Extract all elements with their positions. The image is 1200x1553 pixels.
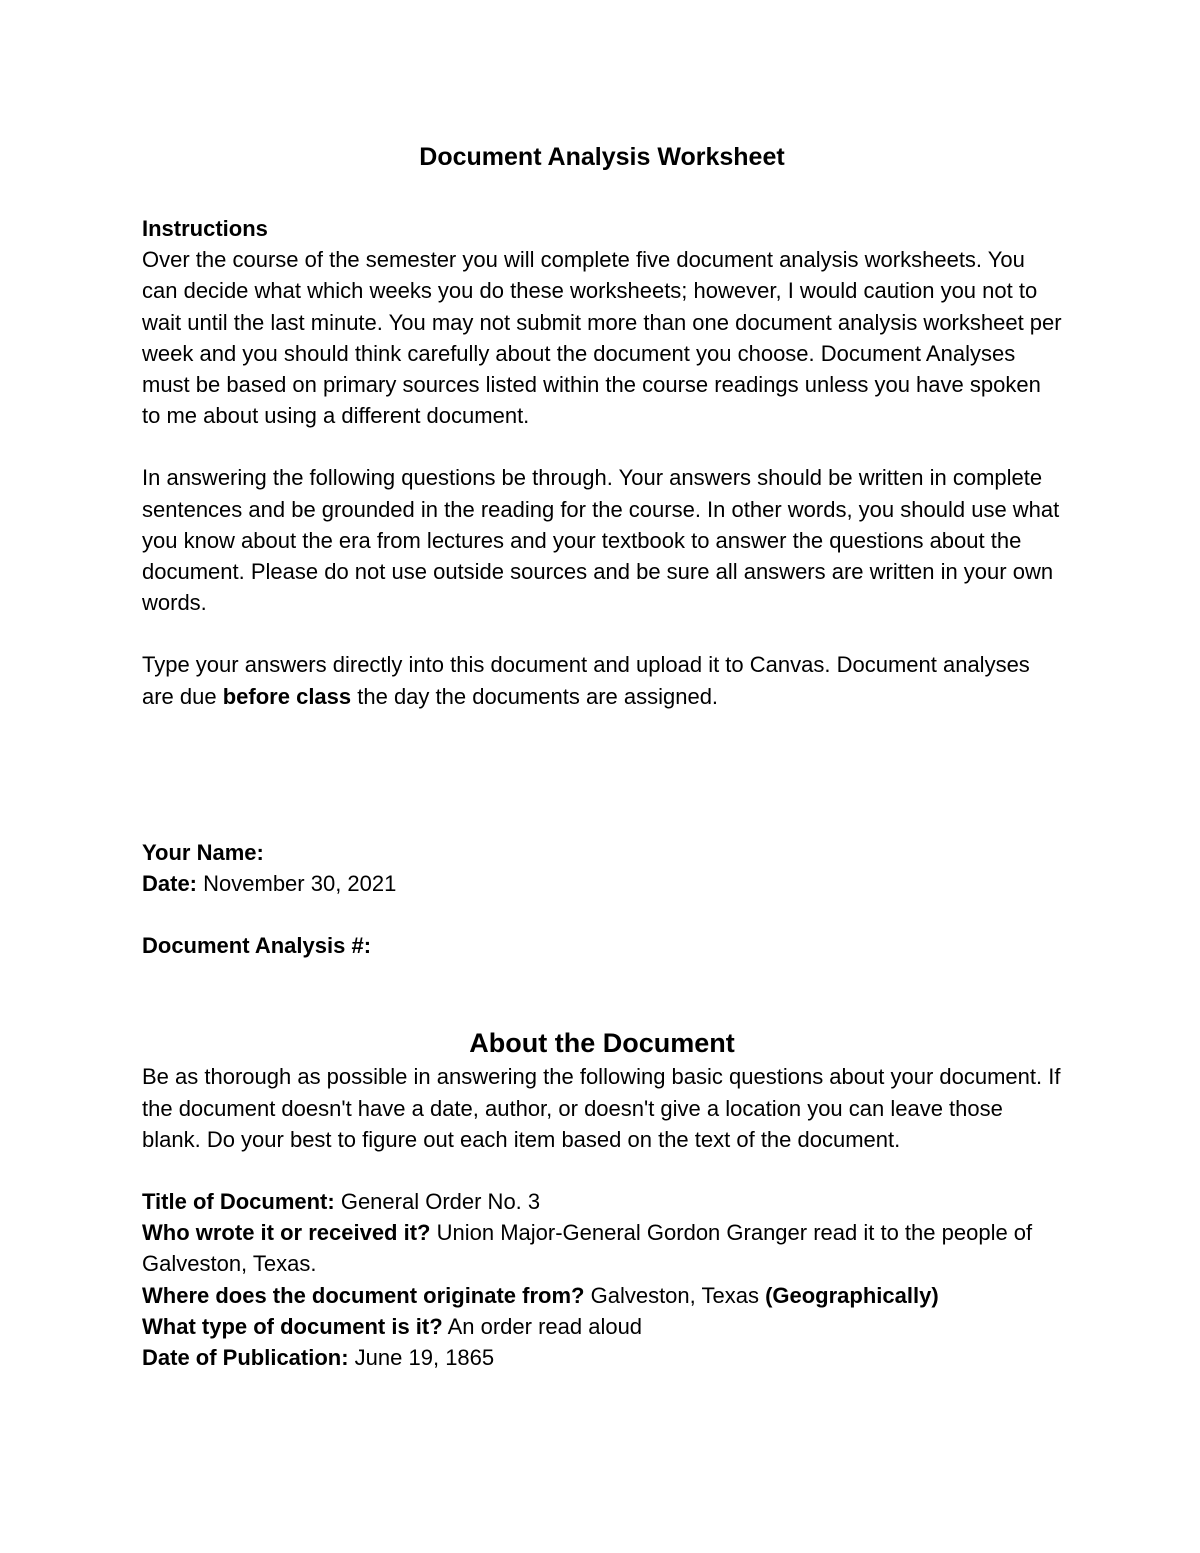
date-value[interactable]: November 30, 2021 [197, 871, 397, 897]
instructions-paragraph-3-end: the day the documents are assigned. [351, 683, 719, 709]
title-of-document-line [142, 1186, 1062, 1217]
publication-date-label: Date of Publication: [142, 1345, 349, 1371]
analysis-number-label: Document Analysis #: [142, 933, 372, 959]
publication-date-line [142, 1342, 1062, 1373]
your-name-label: Your Name: [142, 839, 264, 865]
origin-value[interactable]: Galveston, Texas [584, 1282, 766, 1308]
document-type-label: What type of document is it? [142, 1313, 443, 1339]
date-label: Date: [142, 871, 198, 897]
instructions-paragraph-3 [142, 649, 1062, 711]
document-title: Document Analysis Worksheet [419, 143, 785, 171]
origin-suffix: (Geographically) [765, 1282, 939, 1308]
instructions-paragraph-1: Over the course of the semester you will complete five document analysis worksheets. You can decide what which weeks you do these worksheets; however, I would caution you not to wait until the last minute. You may not submit more than one document analysis worksheet per week and you should think carefully about the document you choose. Document Analyses must be based on primary sources listed within the course readings unless you have spoken to me about using a different document. [142, 247, 1062, 429]
about-intro: Be as thorough as possible in answering the following basic questions about your document. If the document doesn't have a date, author, or doesn't give a location you can leave those blank. Do your best to figure out each item based on the text of the document. [142, 1064, 1061, 1152]
instructions-heading: Instructions [142, 216, 268, 241]
spacer [142, 618, 1062, 649]
title-of-document-label: Title of Document: [142, 1189, 335, 1215]
spacer [142, 712, 1062, 837]
before-class-emphasis: before class [222, 683, 352, 709]
who-wrote-value[interactable]: Union Major-General Gordon Granger read it to the people of Galveston, Texas. [142, 1220, 1033, 1277]
who-wrote-line [142, 1217, 1062, 1279]
spacer [142, 431, 1062, 462]
document-body [142, 140, 1062, 1373]
your-name-line [142, 837, 1062, 868]
instructions-paragraph-3-text: Type your answers directly into this document and upload it to Canvas. Document analyses are due [142, 652, 1030, 709]
spacer [142, 961, 1062, 1025]
spacer [142, 1155, 1062, 1186]
publication-date-value[interactable]: June 19, 1865 [348, 1345, 495, 1371]
about-heading: About the Document [469, 1028, 735, 1059]
document-type-line [142, 1311, 1062, 1342]
title-of-document-value[interactable]: General Order No. 3 [334, 1189, 541, 1215]
instructions-paragraph-2: In answering the following questions be through. Your answers should be written in complete sentences and be grounded in the reading for the course. In other words, you should use what you know about the era from lectures and your textbook to answer the questions about the document. Please do not use outside sources and be sure all answers are written in your own words. [142, 465, 1060, 616]
who-wrote-label: Who wrote it or received it? [142, 1220, 431, 1246]
origin-line [142, 1280, 1062, 1311]
origin-label: Where does the document originate from? [142, 1282, 585, 1308]
date-line [142, 868, 1062, 899]
document-type-value[interactable]: An order read aloud [442, 1313, 643, 1339]
spacer [142, 899, 1062, 930]
analysis-number-line [142, 930, 1062, 961]
